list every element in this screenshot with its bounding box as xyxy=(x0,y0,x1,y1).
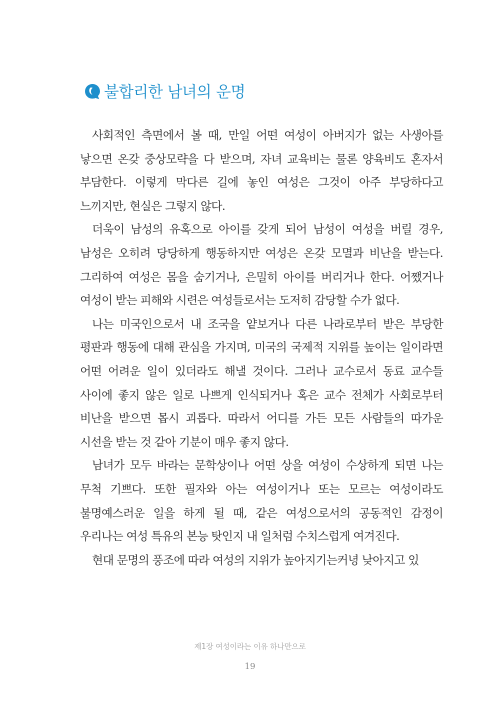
paragraph: 현대 문명의 풍조에 따라 여성의 지위가 높아지기는커녕 낮아지고 있 xyxy=(92,552,419,567)
section-title: 불합리한 남녀의 운명 xyxy=(104,83,246,101)
page-number: 19 xyxy=(244,662,256,672)
paragraph: 남녀가 모두 바라는 문학상이나 어떤 상을 여성이 수상하게 되면 나는 무척 기쁘다. 또한 필자와 아는 여성이거나 또는 모르는 여성이라도 불명예스러운 일을 하게 될 때, 같은 여성으로서의 공동적인 감정이 우리나는 여성 특유의 본능 탓인지 내 일처럼 수치스럽게 여겨진다. xyxy=(80,458,443,544)
paragraph: 나는 미국인으로서 내 조국을 얕보거나 다른 나라로부터 받은 부당한 평판과 행동에 대해 관심을 가지며, 미국의 국제적 지위를 높이는 일이라면 어떤 어려운 일이 있더라도 해낼 것이다. 그러나 교수로서 동료 교수들 사이에 좋지 않은 일로 나쁘게 인식되거나 혹은 교수 전체가 사회로부터 비난을 받으면 몹시 괴롭다. 따라서 어디를 가든 모든 사람들의 따가운 시선을 받는 것 같아 기분이 매우 좋지 않다. xyxy=(80,316,443,449)
body-text xyxy=(80,124,443,572)
section-heading xyxy=(84,80,245,102)
speech-bubble-icon xyxy=(84,83,101,100)
running-footer: 제1장 여성이라는 이유 하나만으로 xyxy=(194,642,306,651)
paragraph: 사회적인 측면에서 볼 때, 만일 어떤 여성이 아버지가 없는 사생아를 낳으면 온갖 중상모략을 다 받으며, 자녀 교육비는 물론 양육비도 혼자서 부담한다. 이렇게 막다른 길에 놓인 여성은 그것이 아주 부당하다고 느끼지만, 현실은 그렇지 않다. xyxy=(80,128,443,213)
paragraph: 더욱이 남성의 유혹으로 아이를 갖게 되어 남성이 여성을 버릴 경우, 남성은 오히려 당당하게 행동하지만 여성은 온갖 모멸과 비난을 받는다. 그리하여 여성은 몸을 숨기거나, 은밀히 아이를 버리거나 한다. 어쨌거나 여성이 받는 피해와 시련은 여성들로서는 도저히 감당할 수가 없다. xyxy=(80,222,443,308)
